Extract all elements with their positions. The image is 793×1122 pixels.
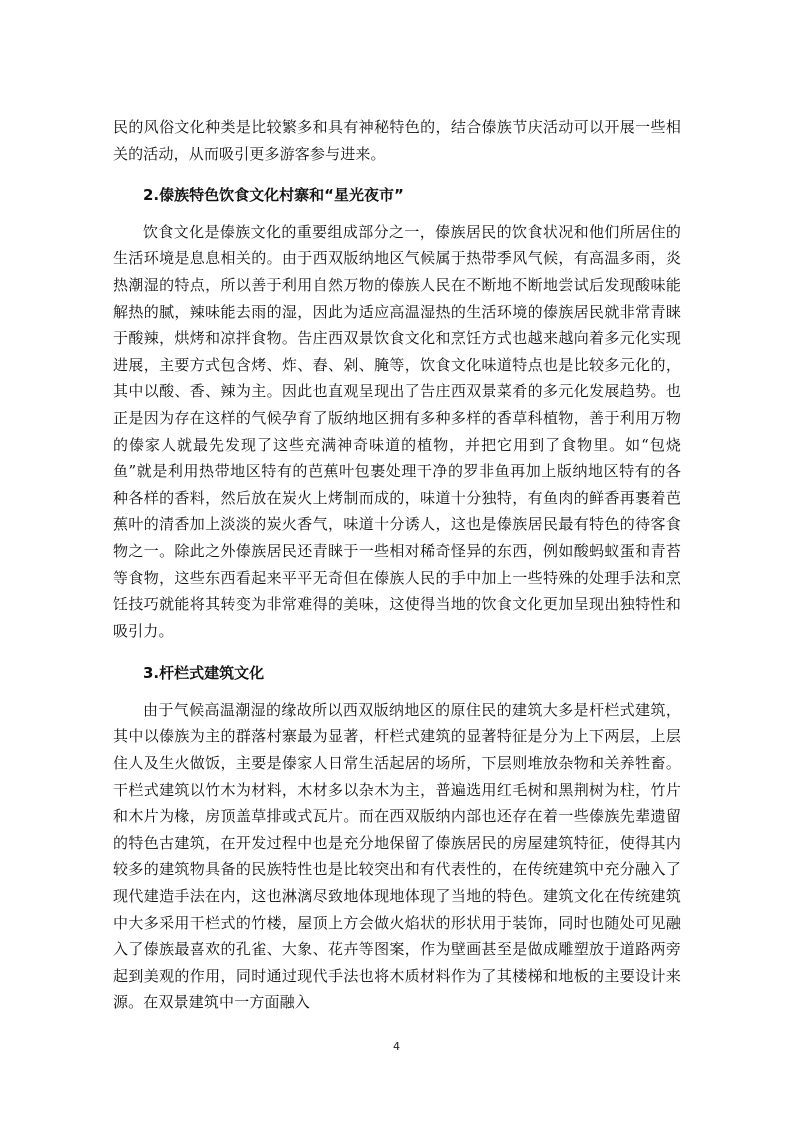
document-page <box>113 114 681 1016</box>
paragraph-continued: 民的风俗文化种类是比较繁多和具有神秘特色的，结合傣族节庆活动可以开展一些相关的活动，从而吸引更多游客参与进来。 <box>113 118 681 163</box>
paragraph-food-culture: 饮食文化是傣族文化的重要组成部分之一，傣族居民的饮食状况和他们所居住的生活环境是息息相关的。由于西双版纳地区气候属于热带季风气候，有高温多雨，炎热潮湿的特点，所以善于利用自然万物的傣族人民在不断地不断地尝试后发现酸味能解热的腻，辣味能去雨的湿，因此为适应高温湿热的生活环境的傣族居民就非常青睐于酸辣，烘烤和凉拌食物。告庄西双景饮食文化和烹饪方式也越来越向着多元化实现进展，主要方式包含烤、炸、舂、剁、腌等，饮食文化味道特点也是比较多元化的，其中以酸、香、辣为主。因此也直观呈现出了告庄西双景菜肴的多元化发展趋势。也正是因为存在这样的气候孕育了版纳地区拥有多种多样的香草科植物，善于利用万物的傣家人就最先发现了这些充满神奇味道的植物，并把它用到了食物里。如“包烧鱼”就是利用热带地区特有的芭蕉叶包裹处理干净的罗非鱼再加上版纳地区特有的各种各样的香料，然后放在炭火上烤制而成的，味道十分独特，有鱼肉的鲜香再裹着芭蕉叶的清香加上淡淡的炭火香气，味道十分诱人，这也是傣族居民最有特色的待客食物之一。除此之外傣族居民还青睐于一些相对稀奇怪异的东西，例如酸蚂蚁蛋和青苔等食物，这些东西看起来平平无奇但在傣族人民的手中加上一些特殊的处理手法和烹饪技巧就能将其转变为非常难得的美味，这使得当地的饮食文化更加呈现出独特性和吸引力。 <box>113 222 681 640</box>
section-heading-architecture: 3.杆栏式建筑文化 <box>143 664 265 683</box>
section-heading-food-culture: 2.傣族特色饮食文化村寨和“星光夜市” <box>143 186 404 205</box>
page-number: 4 <box>393 1040 400 1053</box>
paragraph-architecture: 由于气候高温潮湿的缘故所以西双版纳地区的原住民的建筑大多是杆栏式建筑，其中以傣族为主的群落村寨最为显著，杆栏式建筑的显著特征是分为上下两层，上层住人及生火做饭，主要是傣家人日常生活起居的场所，下层则堆放杂物和关养牲畜。干栏式建筑以竹木为材料，木材多以杂木为主，普遍选用红毛树和黑荆树为柱，竹片和木片为椽，房顶盖草排或式瓦片。而在西双版纳内部也还存在着一些傣族先辈遗留的特色古建筑，在开发过程中也是充分地保留了傣族居民的房屋建筑特征，使得其内较多的建筑物具备的民族特性也是比较突出和有代表性的，在传统建筑中充分融入了现代建造手法在内，这也淋漓尽致地体现地体现了当地的特色。建筑文化在传统建筑中大多采用干栏式的竹楼，屋顶上方会做火焰状的形状用于装饰，同时也随处可见融入了傣族最喜欢的孔雀、大象、花卉等图案，作为壁画甚至是做成雕塑放于道路两旁起到美观的作用，同时通过现代手法也将木质材料作为了其楼梯和地板的主要设计来源。在双景建筑中一方面融入 <box>113 700 681 1012</box>
